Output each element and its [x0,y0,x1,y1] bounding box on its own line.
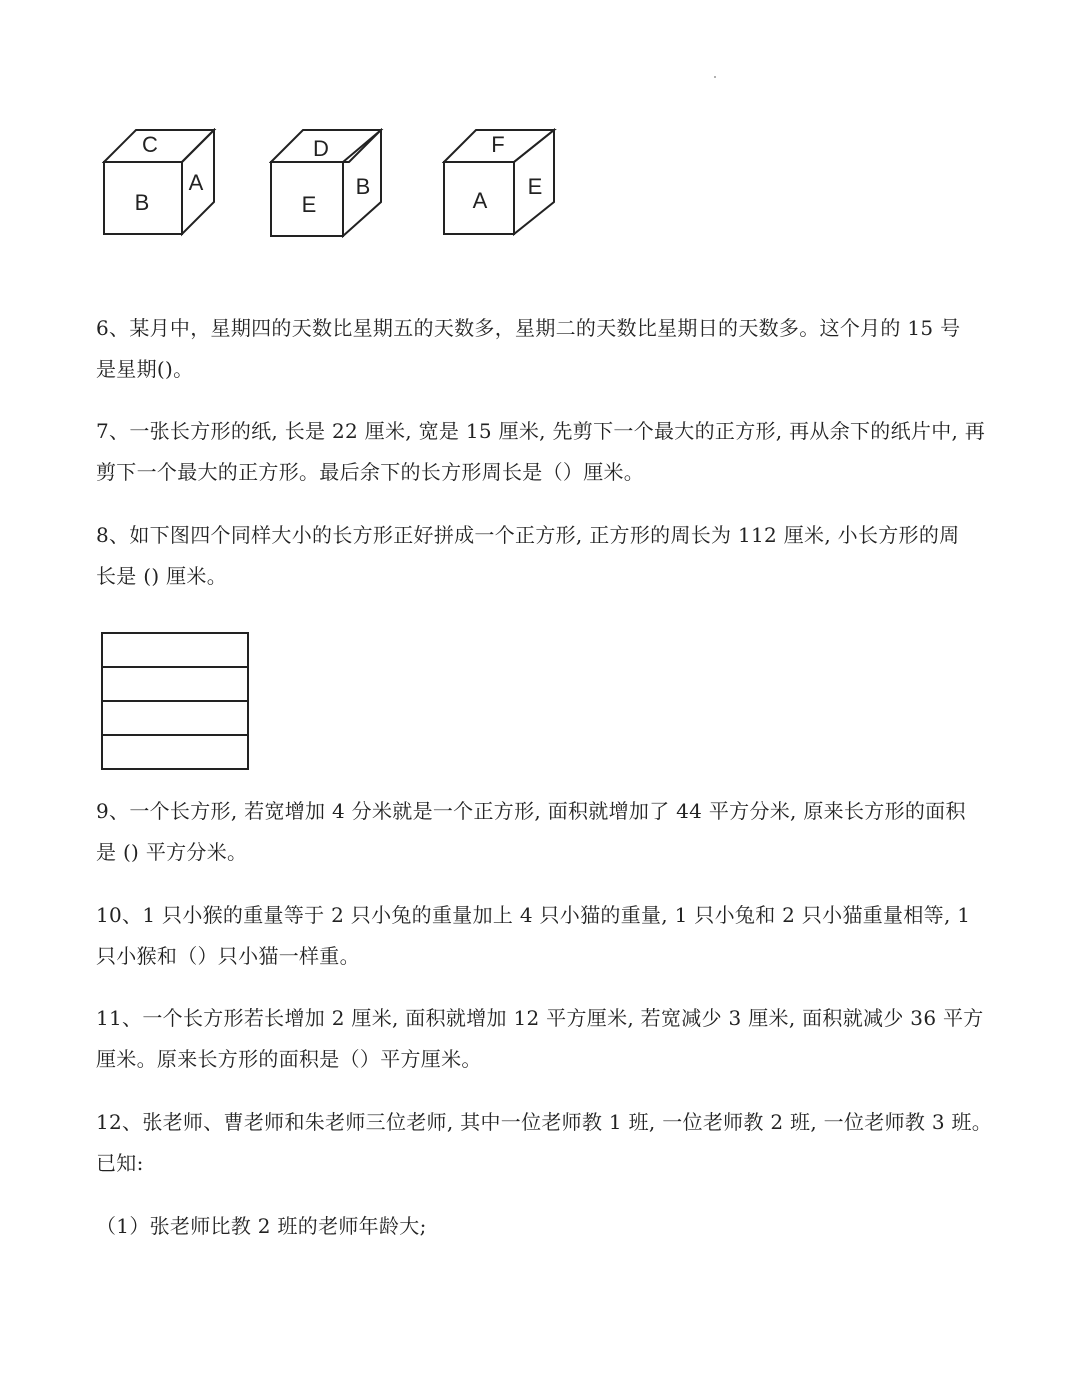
question-text-line: 11、一个长方形若长增加 2 厘米, 面积就增加 12 平方厘米, 若宽减少 3 厘米, 面积就减少 36 平方 [96,1006,984,1030]
question-8 [96,515,996,597]
question-text-line: 厘米。原来长方形的面积是（）平方厘米。 [96,1047,482,1071]
question-text-line: （1）张老师比教 2 班的老师年龄大; [96,1214,427,1238]
cube-figure-1 [102,128,218,242]
question-text-line: 剪下一个最大的正方形。最后余下的长方形周长是（）厘米。 [96,460,645,484]
cube-front-label: B [134,190,150,215]
question-text-line: 已知: [96,1151,144,1175]
question-6 [96,308,996,390]
cube-side-label: B [355,174,371,199]
question-text-line: 9、一个长方形, 若宽增加 4 分米就是一个正方形, 面积就增加了 44 平方分米, 原来长方形的面积 [96,799,966,823]
cube-side-label: E [527,174,543,199]
cube-figure-3 [442,128,558,242]
cube-top-label: D [313,136,329,161]
question-text-line: 10、1 只小猴的重量等于 2 只小兔的重量加上 4 只小猫的重量, 1 只小兔和 2 只小猫重量相等, 1 [96,903,971,927]
question-12 [96,1102,996,1184]
question-text-line: 是星期()。 [96,357,194,381]
four-rectangles-figure [101,632,251,776]
question-text-line: 12、张老师、曹老师和朱老师三位老师, 其中一位老师教 1 班, 一位老师教 2 班, 一位老师教 3 班。 [96,1110,993,1134]
cube-front-label: E [301,192,317,217]
question-text-line: 是 () 平方分米。 [96,840,248,864]
cube-top-label: C [142,132,158,157]
cube-figure-2 [269,128,385,242]
question-11 [96,998,996,1080]
question-text-line: 8、如下图四个同样大小的长方形正好拼成一个正方形, 正方形的周长为 112 厘米, 小长方形的周 [96,523,960,547]
question-text-line: 只小猴和（）只小猫一样重。 [96,944,360,968]
cube-front-label: A [472,188,488,213]
question-10 [96,895,996,977]
cube-top-label: F [491,132,505,157]
question-text-line: 7、一张长方形的纸, 长是 22 厘米, 宽是 15 厘米, 先剪下一个最大的正方形, 再从余下的纸片中, 再 [96,419,986,443]
question-text-line: 6、某月中，星期四的天数比星期五的天数多，星期二的天数比星期日的天数多。这个月的 15 号 [96,316,961,340]
cube-side-label: A [188,170,204,195]
scan-dot [714,76,716,78]
question-7 [96,411,996,493]
question-12-condition-1 [96,1206,996,1247]
question-9 [96,791,996,873]
question-text-line: 长是 () 厘米。 [96,564,228,588]
